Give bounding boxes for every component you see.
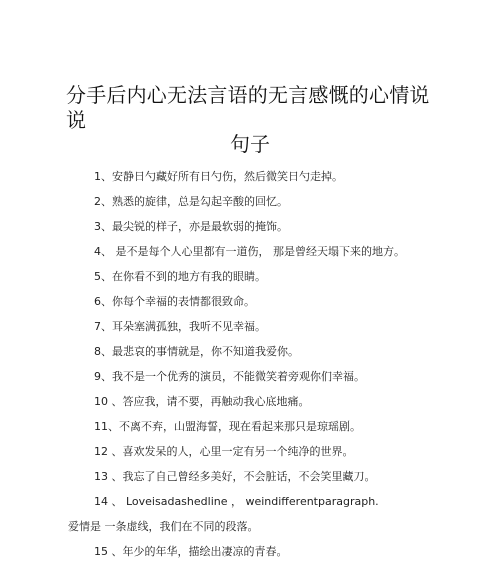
list-item: 6、你每个幸福的表情都很致命。	[94, 295, 255, 308]
list-item-continuation: 爱情是 一条虚线，我们在不同的段落。	[68, 520, 259, 533]
list-item: 3、最尖锐的样子，亦是最软弱的掩饰。	[94, 220, 288, 233]
list-item: 14 、 Loveisadashedline ， weindifferentparagraph.	[94, 495, 379, 508]
list-item: 10 、答应我，请不要，再触动我心底地痛。	[94, 395, 310, 408]
page-title: 分手后内心无法言语的无言感慨的心情说	[66, 83, 430, 107]
list-item: 12 、喜欢发呆的人，心里一定有另一个纯净的世界。	[94, 445, 354, 458]
list-item: 9、我不是一个优秀的演员，不能微笑着旁观你们幸福。	[94, 370, 365, 383]
list-item: 15 、年少的年华，描绘出凄凉的青春。	[94, 545, 288, 558]
page-subtitle: 句子	[230, 132, 270, 156]
list-item: 1、安静日勺藏好所有日勺伤，然后微笑日勺走掉。	[94, 170, 343, 183]
page-title-continuation: 说	[66, 108, 87, 132]
list-item: 11、不离不弃，山盟海誓，现在看起来那只是琼瑶剧。	[94, 420, 361, 433]
list-item: 13 、我忘了自己曾经多美好，不会脏话，不会笑里藏刀。	[94, 470, 376, 483]
list-item: 2、熟悉的旋律，总是勾起辛酸的回忆。	[94, 195, 288, 208]
list-item: 4、 是不是每个人心里都有一道伤， 那是曾经天塌下来的地方。	[94, 245, 405, 258]
list-item: 5、在你看不到的地方有我的眼睛。	[94, 270, 266, 283]
list-item: 8、最悲哀的事情就是，你不知道我爱你。	[94, 345, 299, 358]
list-item: 7、耳朵塞满孤独，我听不见幸福。	[94, 320, 266, 333]
